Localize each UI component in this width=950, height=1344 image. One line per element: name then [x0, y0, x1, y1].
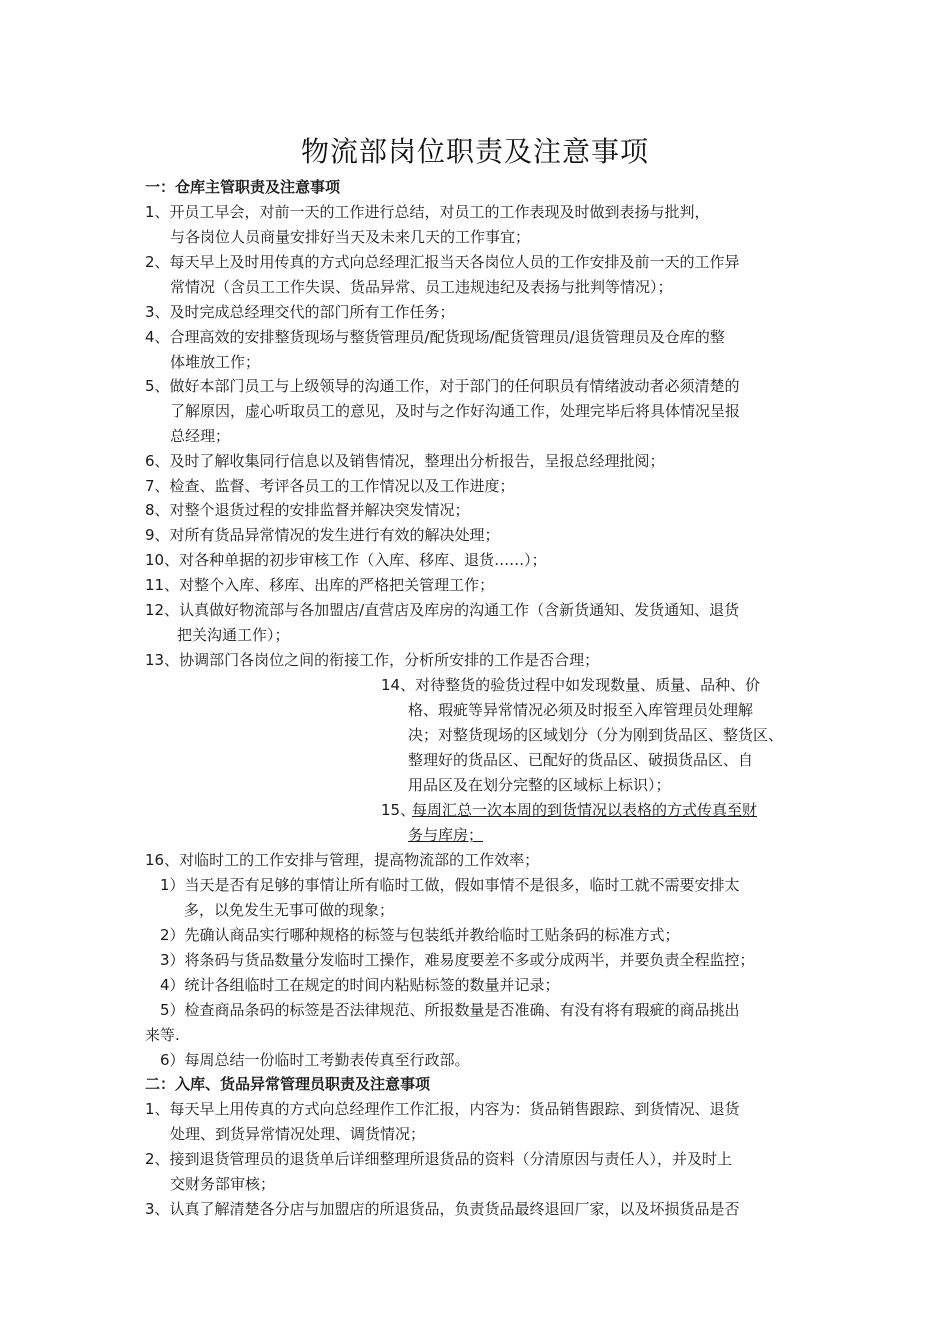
list-item: 与各岗位人员商量安排好当天及未来几天的工作事宜； — [170, 228, 531, 246]
list-item: 1）当天是否有足够的事情让所有临时工做，假如事情不是很多，临时工就不需要安排太 — [160, 876, 740, 894]
list-item: 用品区及在划分完整的区域标上标识）； — [408, 776, 671, 794]
list-item: 11、对整个入库、移库、出库的严格把关管理工作； — [145, 576, 495, 594]
list-item: 1、开员工早会，对前一天的工作进行总结，对员工的工作表现及时做到表扬与批判， — [145, 203, 710, 221]
list-item: 2）先确认商品实行哪种规格的标签与包装纸并教给临时工贴条码的标准方式； — [160, 926, 680, 944]
list-item: 1、每天早上用传真的方式向总经理作工作汇报，内容为：货品销售跟踪、到货情况、退货 — [145, 1100, 740, 1118]
list-item: 每周汇总一次本周的到货情况以表格的方式传真至财 — [412, 801, 758, 819]
list-item: 总经理； — [170, 427, 231, 445]
list-item: 5）检查商品条码的标签是否法律规范、所报数量是否准确、有没有将有瑕疵的商品挑出 — [160, 1001, 740, 1019]
list-item: 来等. — [145, 1026, 180, 1044]
list-item: 体堆放工作； — [170, 353, 261, 371]
list-item: 整理好的货品区、已配好的货品区、破损货品区、自 — [408, 751, 754, 769]
list-item: 6、及时了解收集同行信息以及销售情况，整理出分析报告，呈报总经理批阅； — [145, 452, 665, 470]
list-item: 多，以免发生无事可做的现象； — [184, 901, 395, 919]
list-item: 10、对各种单据的初步审核工作（入库、移库、退货……）； — [145, 551, 547, 569]
section-2-heading: 二：入库、货品异常管理员职责及注意事项 — [145, 1075, 431, 1093]
list-item: 16、对临时工的工作安排与管理，提高物流部的工作效率； — [145, 851, 540, 869]
list-item: 2、接到退货管理员的退货单后详细整理所退货品的资料（分清原因与责任人），并及时上 — [145, 1150, 733, 1168]
list-item: 处理、到货异常情况处理、调货情况； — [170, 1125, 426, 1143]
list-item: 14、对待整货的验货过程中如发现数量、质量、品种、价 — [381, 676, 761, 694]
list-item: 12、认真做好物流部与各加盟店/直营店及库房的沟通工作（含新货通知、发货通知、退货 — [145, 601, 740, 619]
list-item: 交财务部审核； — [170, 1175, 276, 1193]
list-item: 2、每天早上及时用传真的方式向总经理汇报当天各岗位人员的工作安排及前一天的工作异 — [145, 253, 740, 271]
list-item: 13、协调部门各岗位之间的衔接工作，分析所安排的工作是否合理； — [145, 651, 600, 669]
list-item: 5、做好本部门员工与上级领导的沟通工作，对于部门的任何职员有情绪波动者必须清楚的 — [145, 377, 740, 395]
list-item: 3、及时完成总经理交代的部门所有工作任务； — [145, 303, 455, 321]
section-1-heading: 一：仓库主管职责及注意事项 — [145, 178, 341, 196]
list-item: 6）每周总结一份临时工考勤表传真至行政部。 — [160, 1051, 470, 1069]
list-item: 4、合理高效的安排整货现场与整货管理员/配货现场/配货管理员/退货管理员及仓库的整 — [145, 328, 725, 346]
list-item: 7、检查、监督、考评各员工的工作情况以及工作进度； — [145, 477, 515, 495]
list-item: 决；对整货现场的区域划分（分为刚到货品区、整货区、 — [408, 726, 784, 744]
document-title: 物流部岗位职责及注意事项 — [300, 135, 649, 168]
list-item: 4）统计各组临时工在规定的时间内粘贴标签的数量并记录； — [160, 976, 560, 994]
list-item: 8、对整个退货过程的安排监督并解决突发情况； — [145, 501, 470, 519]
list-item: 常情况（含员工工作失误、货品异常、员工违规违纪及表扬与批判等情况）； — [170, 278, 673, 296]
list-item: 3、认真了解清楚各分店与加盟店的所退货品，负责货品最终退回厂家，以及坏损货品是否 — [145, 1200, 740, 1218]
list-item: 务与库房； — [408, 826, 484, 844]
list-item: 15、 — [381, 801, 416, 819]
list-item: 了解原因，虚心听取员工的意见，及时与之作好沟通工作，处理完毕后将具体情况呈报 — [170, 402, 741, 420]
list-item: 9、对所有货品异常情况的发生进行有效的解决处理； — [145, 526, 500, 544]
list-item: 3）将条码与货品数量分发临时工操作，难易度要差不多或分成两半，并要负责全程监控； — [160, 951, 755, 969]
list-item: 格、瑕疵等异常情况必须及时报至入库管理员处理解 — [408, 701, 754, 719]
list-item: 把关沟通工作）； — [177, 626, 290, 644]
